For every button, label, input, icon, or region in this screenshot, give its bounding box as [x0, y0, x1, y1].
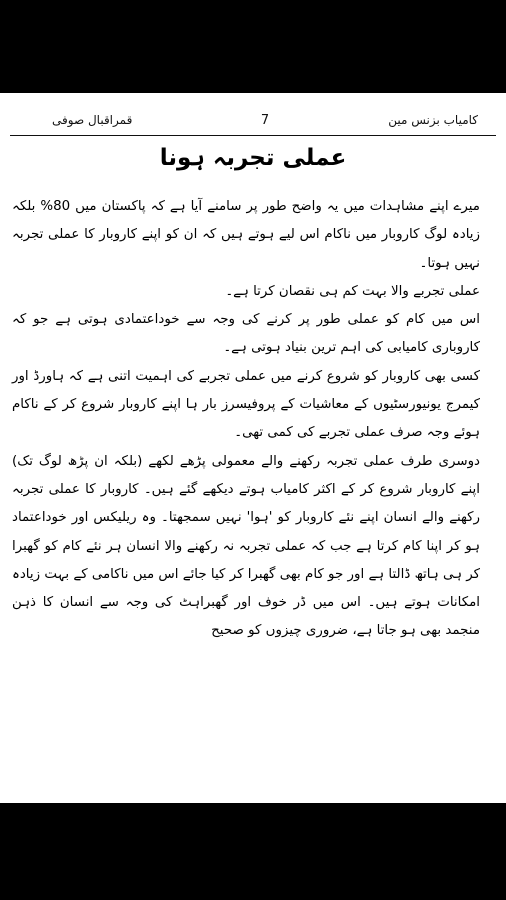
body-text	[12, 193, 480, 646]
paragraph-2: عملی تجربے والا بہت کم ہی نقصان کرتا ہے۔	[225, 283, 480, 299]
paragraph-1: میرے اپنے مشاہدات میں یہ واضح طور پر سامنے آیا ہے کہ پاکستان میں 80% بلکہ زیادہ لوگ کاروبار میں ناکام اس لیے ہوتے ہیں کہ ان کو اپنے کاروبار کا عملی تجربہ نہیں ہوتا۔	[12, 199, 480, 271]
page-number: 7	[260, 113, 270, 128]
book-page	[0, 93, 506, 803]
running-header	[52, 113, 478, 137]
paragraph-4: کسی بھی کاروبار کو شروع کرنے میں عملی تجربے کی اہمیت اتنی ہے کہ ہاورڈ اور کیمرج یونیورسٹیوں کے معاشیات کے پروفیسرز بار ہا اپنے کاروبار شروع کر کے ناکام ہوئے وجہ صرف عملی تجربے کی کمی تھی۔	[12, 368, 480, 441]
paragraph-5: دوسری طرف عملی تجربہ رکھنے والے معمولی پڑھے لکھے (بلکہ ان پڑھ لوگ تک) اپنے کاروبار شروع کر کے اکثر کامیاب ہوتے دیکھے گئے ہیں۔ کاروبار کا عملی تجربہ رکھنے والے انسان اپنے نئے کاروبار کو 'ہوا' نہیں سمجھتا۔ وہ ریلیکس اور خوداعتماد ہو کر اپنا کام کرتا ہے جب کہ عملی تجربہ نہ رکھنے والا انسان ہر نئے کام کو گھبرا کر ہی ہاتھ ڈالتا ہے اور جو کام بھی گھبرا کر کیا جائے اس میں ناکامی کے بہت زیادہ امکانات ہوتے ہیں۔ اس میں ڈر خوف اور گھبراہٹ کی وجہ سے انسان کا ذہن منجمد بھی ہو جاتا ہے، ضروری چیزوں کو صحیح	[12, 453, 480, 639]
book-title: کامیاب بزنس مین	[388, 113, 478, 127]
paragraph-3: اس میں کام کو عملی طور پر کرنے کی وجہ سے خوداعتمادی ہوتی ہے جو کہ کاروباری کامیابی کی اہم ترین بنیاد ہوتی ہے۔	[12, 312, 480, 356]
author-name: قمراقبال صوفی	[52, 113, 133, 127]
chapter-heading: عملی تجربہ ہونا	[159, 145, 347, 171]
header-divider	[10, 135, 496, 136]
